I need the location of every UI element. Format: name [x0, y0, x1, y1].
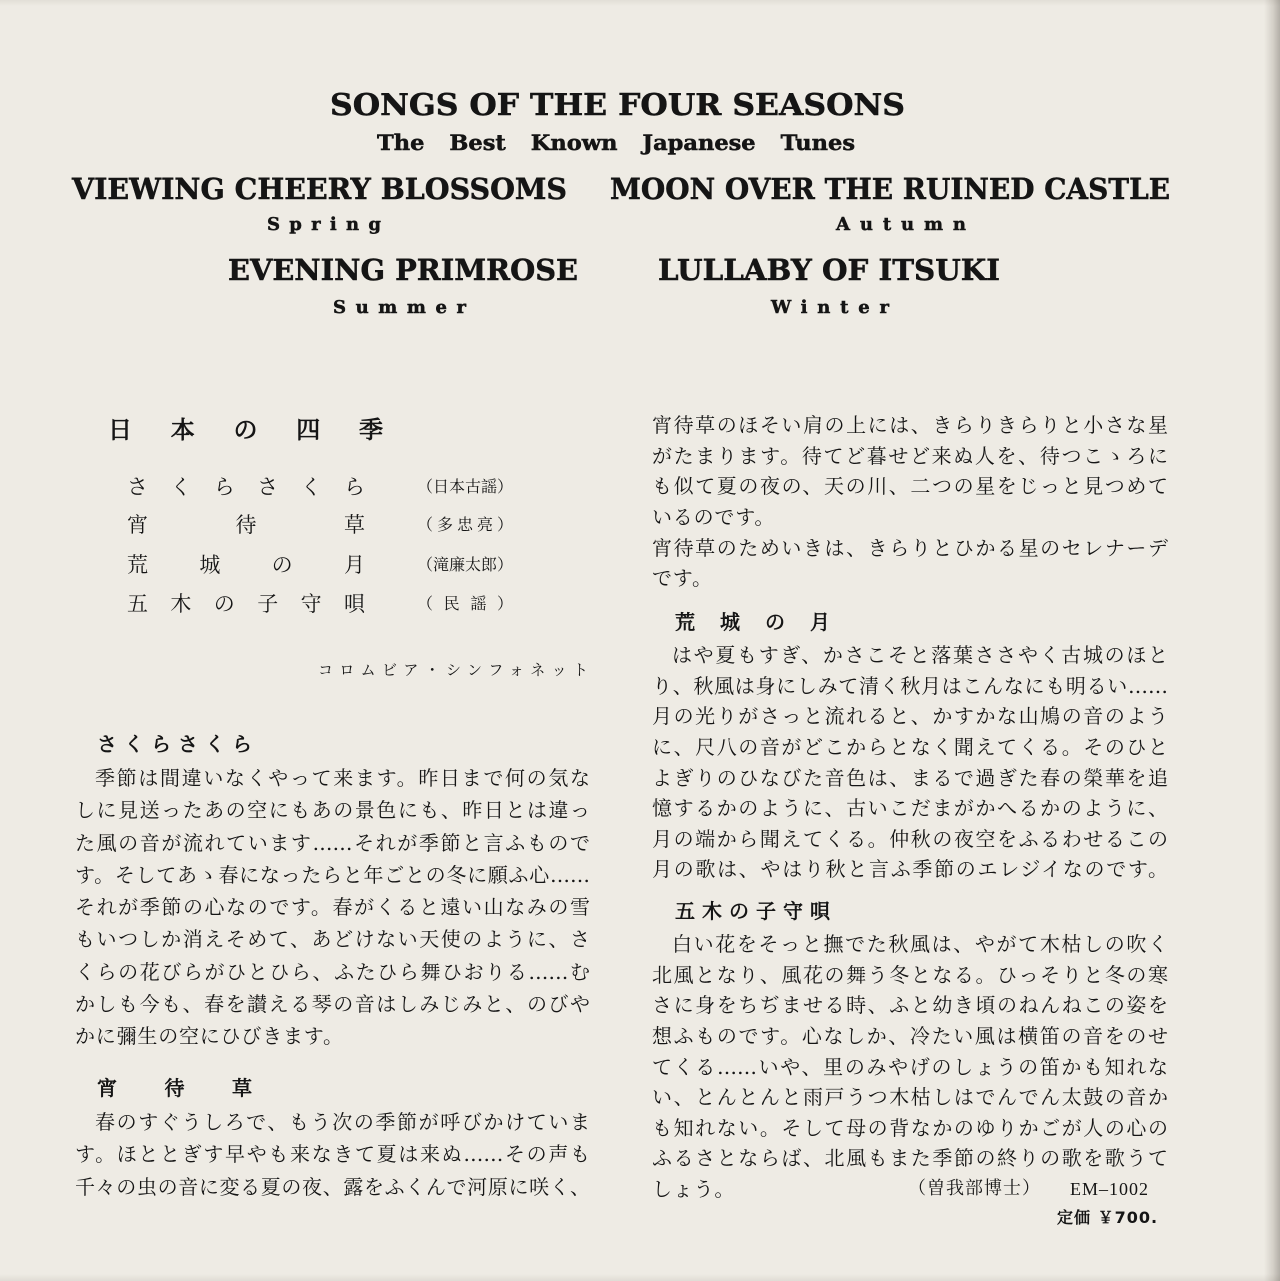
track-title: 荒城の月 [127, 553, 365, 577]
notes-text-line: に、尺八の音がどこからとなく聞えてくる。そのひと [652, 734, 1168, 759]
notes-text-line: かに彌生の空にひびきます。 [75, 1024, 344, 1048]
notes-text-line: 月の歌は、やはり秋と言ふ季節のエレジイなのです。 [652, 857, 1168, 882]
notes-text-line: かしも今も、春を讃える琴の音はしみじみと、のびや [75, 991, 590, 1016]
notes-text-line: 月の端から聞えてくる。仲秋の夜空をふるわせるこの [652, 826, 1168, 851]
notes-text-line: ふるさとならば、北風もまた季節の終りの歌を歌うて [652, 1146, 1168, 1171]
song-title-summer: EVENING PRIMROSE [228, 253, 578, 287]
notes-text-line: も似て夏の夜の、天の川、二つの星をじっと見つめて [652, 474, 1168, 499]
track-row [127, 473, 517, 501]
section-body [75, 762, 590, 1052]
notes-text-line: もいつしか消えそめて、あどけない天使のように、さ [75, 927, 590, 952]
english-title-block [0, 0, 1280, 330]
notes-text-line: 季節は間違いなくやって来ます。昨日まで何の気な [95, 766, 590, 790]
season-label-summer: Summer [333, 297, 466, 318]
notes-section-yoimachigusa-continued [652, 410, 1168, 594]
section-heading: 荒城の月 [675, 610, 830, 634]
section-body [75, 1106, 590, 1203]
notes-text-line: も知れない。そして母の背なかのゆりかごが人の心の [652, 1115, 1168, 1140]
section-body [652, 410, 1168, 594]
track-credit: （多忠亮） [417, 515, 513, 534]
notes-text-line: た風の音が流れています……それが季節と言ふもので [75, 830, 590, 855]
notes-text-line: さに身をちぢませる時、ふと幼き頃のねんねこの姿を [652, 993, 1168, 1018]
notes-text-line: い、とんとんと雨戸うつ木枯しはでんでん太鼓の音か [652, 1085, 1168, 1110]
notes-text-line: 宵待草のためいきは、きらりとひかる星のセレナーデ [652, 535, 1168, 560]
notes-text-line: 北風となり、風花の舞う冬となる。ひっそりと冬の寒 [652, 962, 1168, 987]
notes-text-line: しょう。 [652, 1177, 736, 1202]
notes-text-line: す。そしてあゝ春になったらと年ごとの冬に願ふ心…… [75, 862, 590, 887]
track-title: 宵待草 [127, 513, 365, 537]
notes-text-line: がたまります。待てど暮せど来ぬ人を、待つこゝろに [652, 443, 1168, 468]
notes-section-itsuki-lullaby [652, 899, 1168, 1205]
notes-text-line: はや夏もすぎ、かさこそと落葉ささやく古城のほと [672, 643, 1168, 667]
notes-text-line: 白い花をそっと撫でた秋風は、やがて木枯しの吹く [672, 932, 1168, 956]
track-credit: （日本古謡） [417, 477, 514, 496]
notes-section-sakura [75, 732, 590, 1052]
section-body [652, 929, 1168, 1205]
track-credit: （滝廉太郎） [417, 555, 514, 574]
season-label-spring: Spring [267, 214, 381, 235]
performer-name: コロムビア・シンフォネット [318, 661, 588, 679]
track-row [127, 551, 517, 579]
section-heading: 宵待草 [97, 1076, 252, 1100]
notes-text-line: 宵待草のほそい肩の上には、きらりきらりと小さな星 [652, 413, 1168, 437]
song-title-autumn: MOON OVER THE RUINED CASTLE [610, 172, 1170, 206]
notes-author: （曽我部博士） [908, 1178, 1040, 1199]
notes-text-line: 春のすぐうしろで、もう次の季節が呼びかけていま [95, 1110, 590, 1134]
notes-text-line: くらの花びらがひとひら、ふたひら舞ひおりる……む [75, 959, 590, 984]
notes-text-line: しに見送ったあの空にもあの景色にも、昨日とは違っ [75, 798, 590, 823]
section-body [652, 640, 1168, 885]
album-subtitle: The Best Known Japanese Tunes [377, 130, 855, 155]
notes-text-line: 月の光りがさっと流れると、かすかな山鳩の音のよう [652, 704, 1168, 729]
notes-text-line: り、秋風は身にしみて清く秋月はこんなにも明るい…… [652, 673, 1168, 698]
album-title: SONGS OF THE FOUR SEASONS [330, 88, 905, 123]
notes-text-line: す。ほととぎす早やも来なきて夏は来ぬ……その声も [75, 1142, 590, 1167]
notes-section-kojo-no-tsuki [652, 610, 1168, 885]
season-label-autumn: Autumn [836, 214, 966, 235]
notes-section-yoimachigusa [75, 1076, 590, 1203]
track-credit: （民謡） [417, 594, 513, 613]
notes-text-line: よぎりのひなびた音色は、まるで過ぎた春の榮華を追 [652, 765, 1168, 790]
track-title: 五木の子守唄 [127, 592, 365, 616]
track-row [127, 590, 517, 618]
song-title-winter: LULLABY OF ITSUKI [658, 253, 1000, 287]
song-title-spring: VIEWING CHEERY BLOSSOMS [71, 172, 568, 206]
track-row [127, 511, 517, 539]
season-label-winter: Winter [771, 297, 889, 318]
notes-text-line: てくる……いや、里のみやげのしょうの笛かも知れな [652, 1054, 1168, 1079]
contents-heading: 日本の四季 [108, 416, 383, 444]
notes-text-line: 千々の虫の音に変る夏の夜、露をふくんで河原に咲く、 [75, 1174, 590, 1199]
section-heading: 五木の子守唄 [675, 899, 830, 923]
notes-text-line: いるのです。 [652, 504, 776, 529]
section-heading: さくらさくら [97, 732, 252, 756]
notes-text-line: 憶するかのように、古いこだまがかへるかのように、 [652, 796, 1168, 821]
notes-text-line: です。 [652, 566, 713, 591]
notes-text-line: 想ふものです。心なしか、冷たい風は横笛の音をのせ [652, 1023, 1168, 1048]
notes-text-line: それが季節の心なのです。春がくると遠い山なみの雪 [75, 895, 590, 919]
price-label: 定価 ￥700. [1057, 1208, 1159, 1227]
catalog-number: EM–1002 [1070, 1179, 1149, 1199]
track-title: さくらさくら [127, 475, 365, 499]
